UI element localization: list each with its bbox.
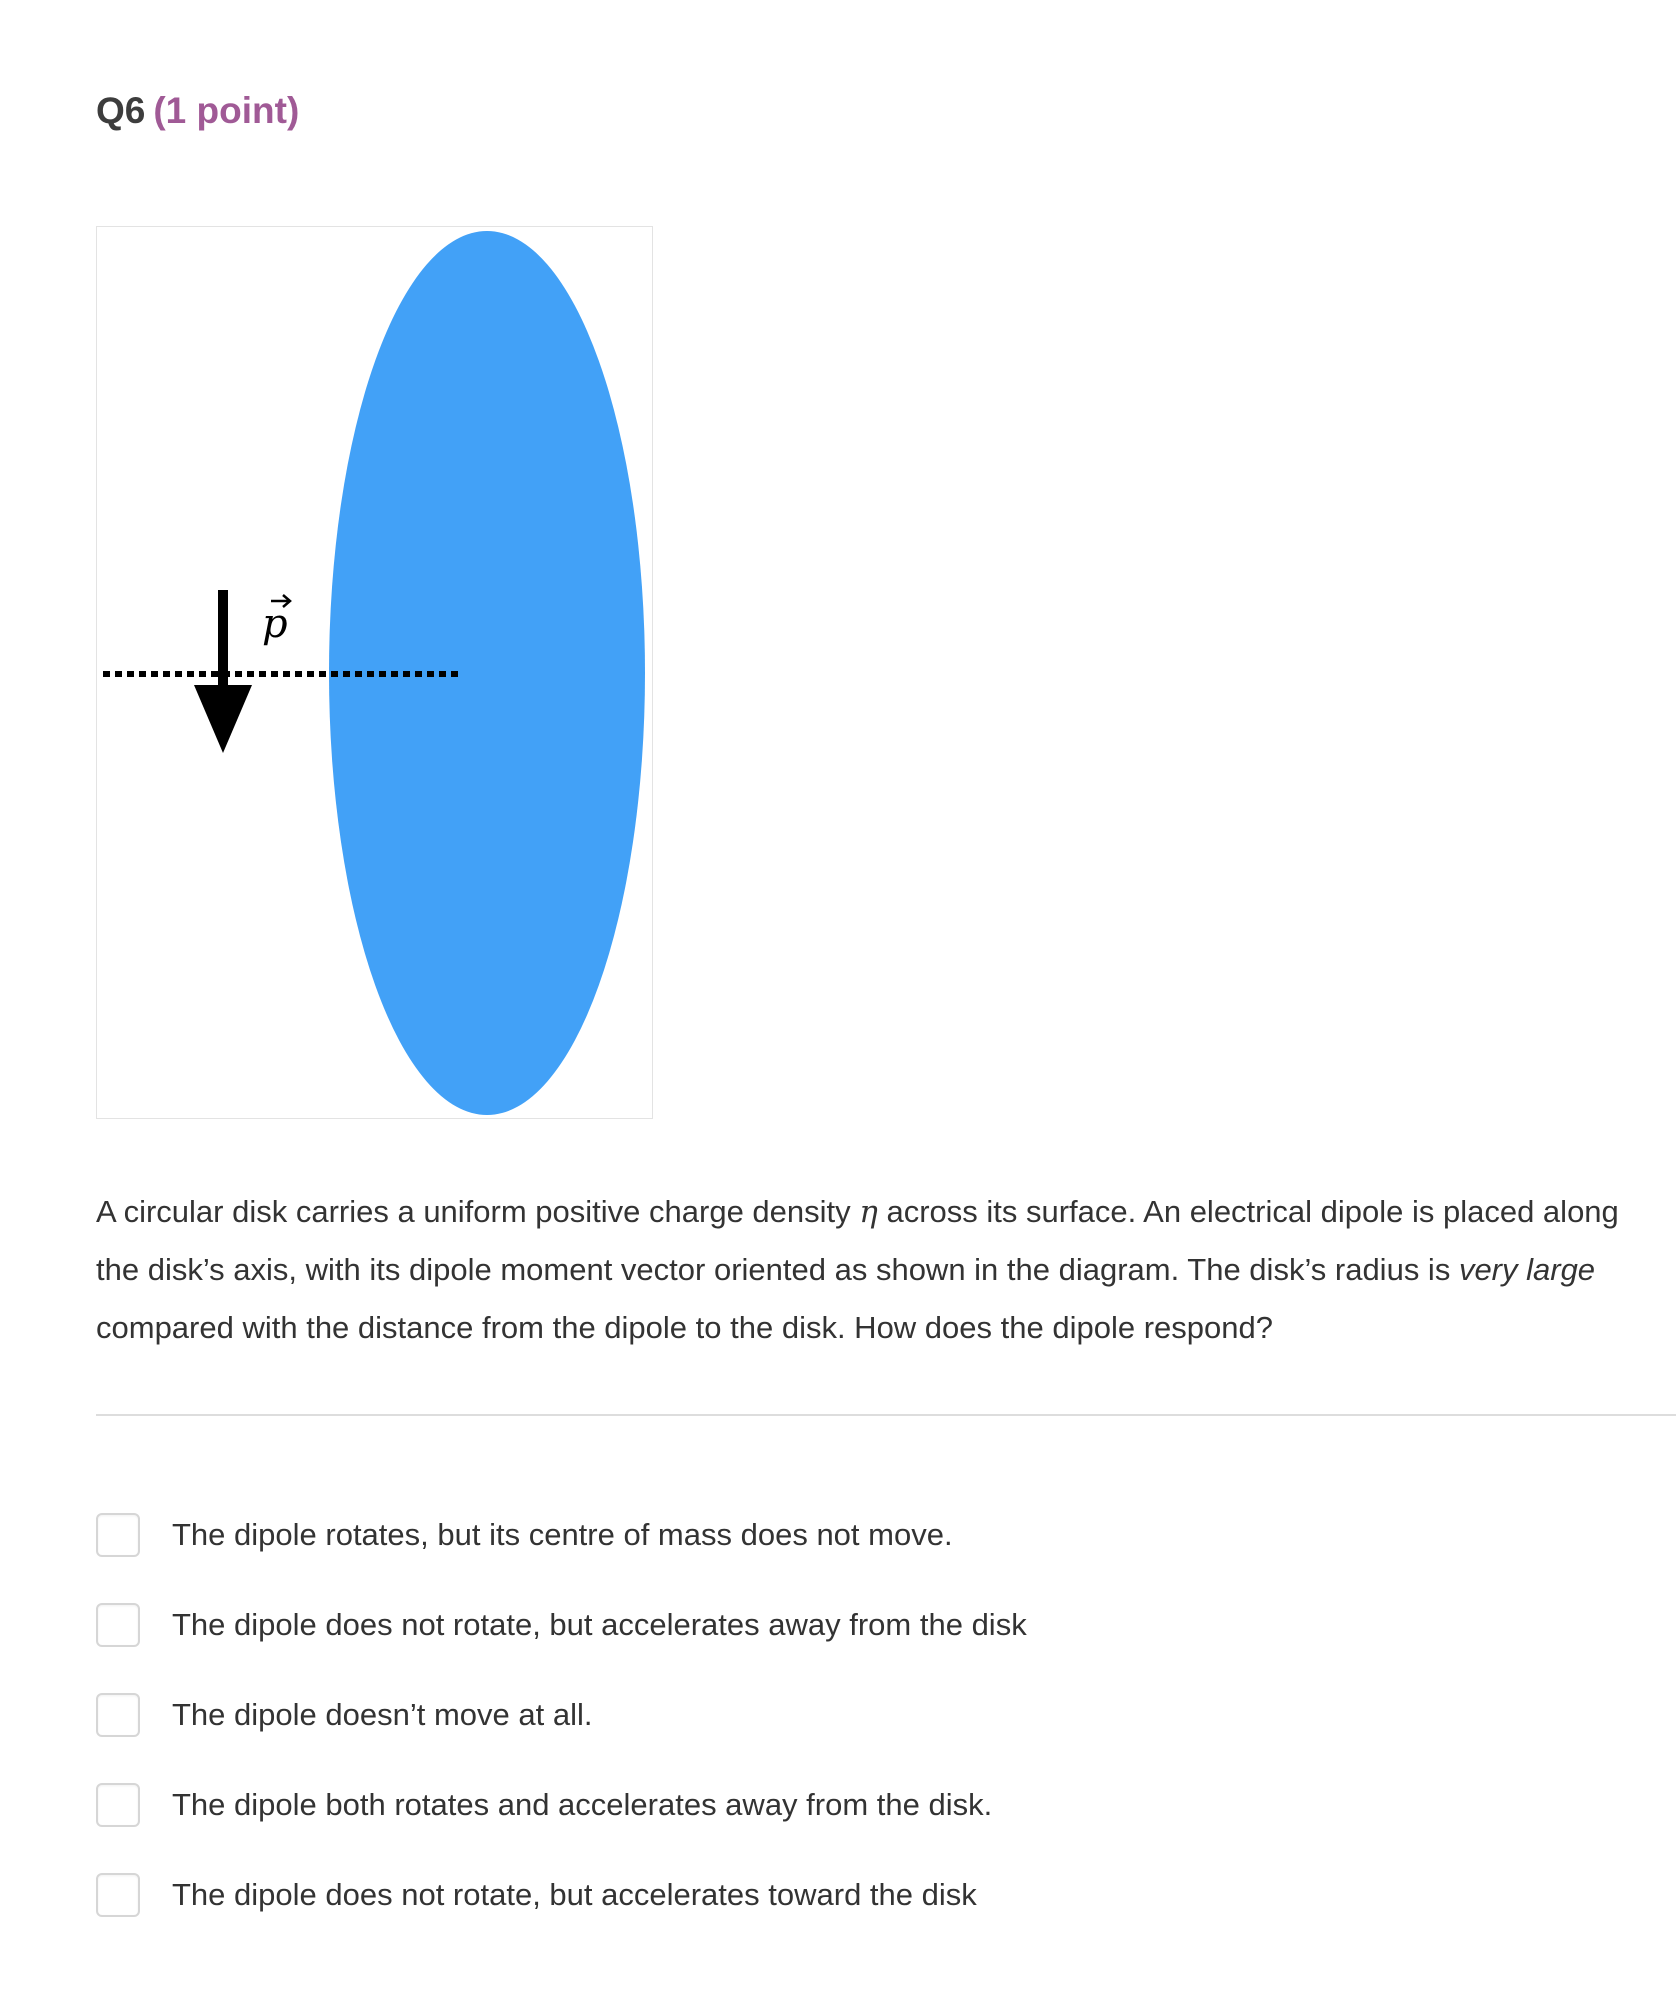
choice-label[interactable]: The dipole doesn’t move at all.	[172, 1697, 593, 1732]
question-header	[96, 86, 299, 136]
choice-checkbox[interactable]	[96, 1783, 140, 1827]
question-number: Q6	[96, 90, 146, 131]
choice-checkbox[interactable]	[96, 1603, 140, 1647]
choice-3[interactable]	[96, 1670, 1656, 1760]
charge-density-symbol: η	[859, 1194, 878, 1230]
choice-2[interactable]	[96, 1580, 1656, 1670]
dipole-arrow-head-icon	[194, 685, 252, 753]
question-points: (1 point)	[153, 90, 300, 131]
choice-4[interactable]	[96, 1760, 1656, 1850]
question-prompt	[96, 1183, 1666, 1357]
dipole-moment-label: p	[262, 601, 288, 647]
charged-disk	[329, 231, 645, 1115]
choice-label[interactable]: The dipole both rotates and accelerates away from the disk.	[172, 1787, 993, 1822]
answer-choices	[96, 1490, 1656, 1940]
prompt-text-3: compared with the distance from the dipole to the disk. How does the dipole respond?	[96, 1310, 1273, 1345]
choice-label[interactable]: The dipole rotates, but its centre of mass does not move.	[172, 1517, 953, 1552]
choice-checkbox[interactable]	[96, 1693, 140, 1737]
choice-1[interactable]	[96, 1490, 1656, 1580]
dipole-disk-diagram	[97, 227, 652, 1118]
choice-label[interactable]: The dipole does not rotate, but accelerates toward the disk	[172, 1877, 977, 1912]
choice-5[interactable]	[96, 1850, 1656, 1940]
choice-checkbox[interactable]	[96, 1873, 140, 1917]
prompt-text-2: across its surface. An electrical dipole is placed along the disk’s axis, with its dipole moment vector oriented as shown in the diagram. The disk’s radius is	[96, 1194, 1619, 1287]
dipole-arrow-shaft	[218, 590, 228, 685]
section-divider	[96, 1414, 1676, 1416]
prompt-emphasis: very large	[1458, 1252, 1596, 1287]
choice-checkbox[interactable]	[96, 1513, 140, 1557]
prompt-text-1: A circular disk carries a uniform positive charge density	[96, 1194, 860, 1229]
dipole-disk-figure	[96, 226, 653, 1119]
choice-label[interactable]: The dipole does not rotate, but accelerates away from the disk	[172, 1607, 1027, 1642]
